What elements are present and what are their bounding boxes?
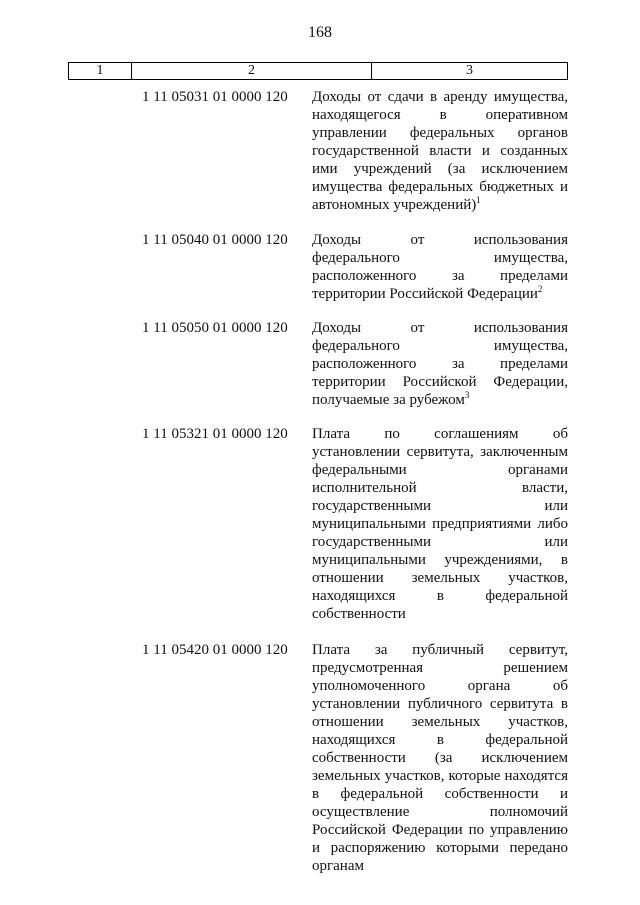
row-description [312, 231, 568, 303]
description-text: Доходы от сдачи в аренду имущества, находящегося в оперативном управлении федеральных органов государственной власти и созданных ими учреждений (за исключением имущества федеральных бюджетных и автономных учреждений) [312, 89, 568, 213]
budget-code: 1 11 05050 01 0000 120 [142, 320, 288, 336]
footnote-marker: 1 [476, 195, 481, 205]
footnote-marker: 2 [537, 284, 543, 294]
table-row [0, 231, 640, 303]
description-text: Доходы от использования федерального имущества, расположенного за пределами территории Российской Федерации, получаемые за рубежом [312, 320, 568, 408]
column-header-3: 3 [466, 63, 473, 78]
table-row [0, 88, 640, 214]
page-number: 168 [308, 24, 332, 41]
description-text: Плата за публичный сервитут, предусмотренная решением уполномоченного органа об установлении публичного сервитута в отношении земельных участков, находящихся в федеральной собственности (за исключением земельных участков, которые находятся в федеральной собственности и осуществление полномочий Российской Федерации по управлению и распоряжению которыми передано органам [312, 642, 568, 874]
column-header-1: 1 [69, 63, 132, 79]
footnote-marker: 3 [464, 390, 470, 400]
table-row [0, 425, 640, 623]
budget-code: 1 11 05420 01 0000 120 [142, 642, 288, 658]
row-description [312, 641, 568, 875]
table-row [0, 641, 640, 875]
row-description [312, 425, 568, 623]
budget-code: 1 11 05040 01 0000 120 [142, 232, 288, 248]
description-text: Доходы от использования федерального имущества, расположенного за пределами территории Российской Федерации [312, 232, 568, 302]
table-row [0, 319, 640, 409]
table-body [0, 88, 640, 875]
column-header-2: 2 [132, 63, 372, 79]
table-header [68, 62, 568, 80]
description-text: Плата по соглашениям об установлении сервитута, заключенным федеральными органами исполнительной власти, государственными или муниципальными предприятиями либо государственными или муниципальными учреждениями, в отношении земельных участков, находящихся в федеральной собственности [312, 426, 568, 622]
budget-code: 1 11 05031 01 0000 120 [142, 89, 288, 105]
row-description [312, 88, 568, 214]
row-description [312, 319, 568, 409]
budget-code: 1 11 05321 01 0000 120 [142, 426, 288, 442]
